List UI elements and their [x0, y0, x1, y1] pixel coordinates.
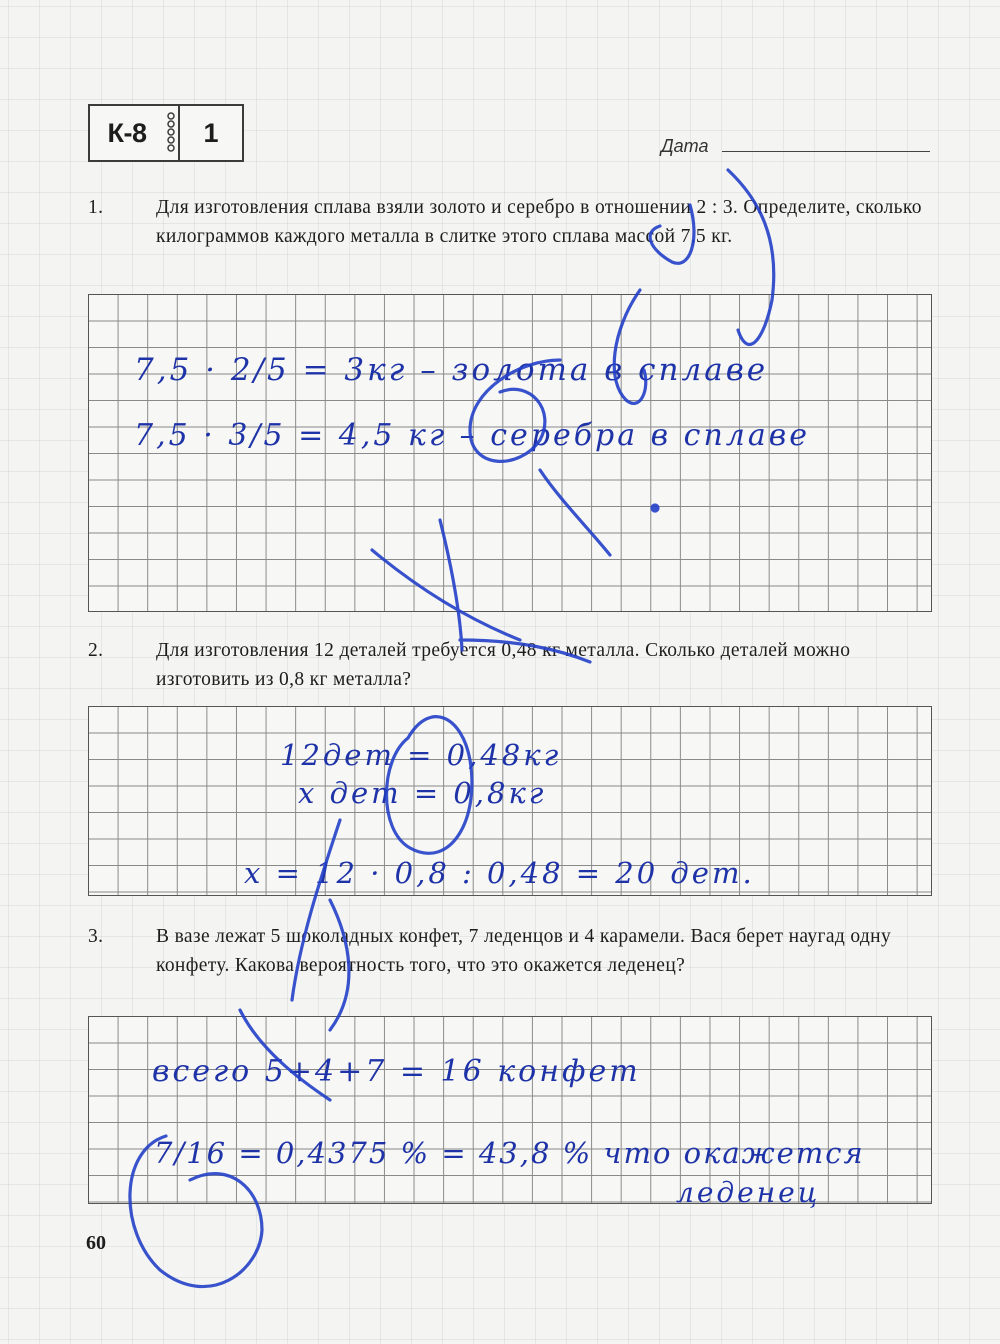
- task-2-text: Для изготовления 12 деталей требуется 0,48 кг металла. Сколько деталей можно изготовить из 0,8 кг металла?: [156, 640, 851, 690]
- variant-number: 1: [203, 117, 219, 148]
- task-1-text: Для изготовления сплава взяли золото и серебро в отношении 2 : 3. Определите, сколько килограммов каждого металла в слитке этого сплава массой 7,5 кг.: [156, 197, 922, 247]
- scribble-stroke: [540, 470, 610, 555]
- scribble-stroke: [240, 1010, 330, 1100]
- task-1-number: 1.: [88, 197, 104, 218]
- scribble-stroke: [292, 820, 340, 1000]
- scribble-stroke: [330, 900, 349, 1030]
- scribble-stroke: [614, 290, 646, 403]
- page-number: 60: [86, 1232, 106, 1254]
- scribble-stroke: [650, 205, 694, 263]
- worksheet-code: К-8: [107, 117, 147, 148]
- answer-1-line-2: 7,5 · 3/5 = 4,5 кг – серебра в сплаве: [134, 418, 810, 453]
- answer-3-line-3: леденец: [676, 1176, 821, 1209]
- scribble-stroke: [372, 550, 520, 640]
- answer-2-line-2: х дет = 0,8кг: [298, 776, 547, 810]
- scribble-stroke: [387, 717, 472, 854]
- scribble-stroke: [470, 360, 560, 461]
- task-3-number: 3.: [88, 926, 104, 947]
- date-label: Дата: [661, 136, 709, 156]
- scribble-stroke: [460, 640, 590, 662]
- answer-2-line-3: х = 12 · 0,8 : 0,48 = 20 дет.: [244, 856, 755, 890]
- scribble-stroke: [728, 170, 774, 344]
- answer-1-line-1: 7,5 · 2/5 = 3кг – золота в сплаве: [134, 352, 769, 388]
- task-2-number: 2.: [88, 640, 104, 661]
- scribble-stroke: [130, 1136, 262, 1287]
- answer-2-line-1: 12дет = 0,48кг: [280, 738, 562, 772]
- task-3-text: В вазе лежат 5 шоколадных конфет, 7 леденцов и 4 карамели. Вася берет наугад одну конфету. Какова вероятность того, что это окажется леденец?: [156, 926, 892, 976]
- answer-3-line-1: всего 5+4+7 = 16 конфет: [152, 1054, 641, 1089]
- answer-3-line-2: 7/16 = 0,4375 % = 43,8 % что окажется: [154, 1136, 865, 1170]
- scribble-dot: [652, 505, 658, 511]
- scribble-stroke: [440, 520, 462, 650]
